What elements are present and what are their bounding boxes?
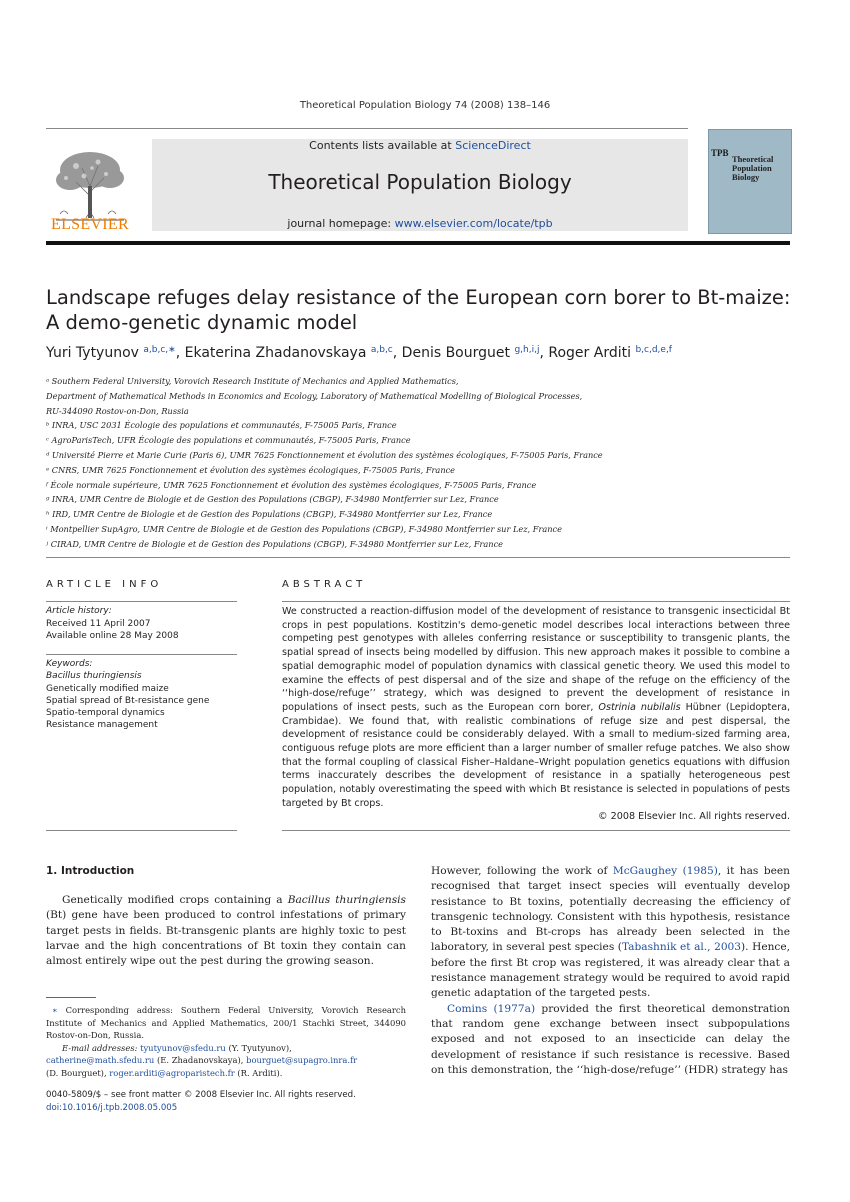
title-line-2: A demo-genetic dynamic model bbox=[46, 311, 358, 334]
section-heading-introduction: 1. Introduction bbox=[46, 865, 135, 877]
email-owner: (D. Bourguet), bbox=[46, 1067, 110, 1078]
homepage-prefix: journal homepage: bbox=[287, 217, 392, 230]
sciencedirect-link[interactable]: ScienceDirect bbox=[455, 139, 531, 152]
email-owner: (R. Arditi). bbox=[234, 1067, 283, 1078]
footnote-marker[interactable]: ∗ bbox=[52, 1005, 58, 1015]
abstract-text bbox=[282, 605, 790, 811]
keyword: Bacillus thuringiensis bbox=[46, 671, 142, 682]
email-footnote-cont bbox=[46, 1067, 406, 1080]
citation-link[interactable]: Comins (1977a) bbox=[447, 1002, 536, 1015]
affiliation-line: ʲ CIRAD, UMR Centre de Biologie et de Gestion des Populations (CBGP), F-34980 Montferrier sur Lez, France bbox=[46, 538, 504, 549]
footnotes bbox=[46, 1004, 406, 1079]
affiliation-line: Department of Mathematical Methods in Economics and Ecology, Laboratory of Mathematical Modelling of Biological Processes, bbox=[46, 390, 583, 401]
author-name: Denis Bourguet bbox=[401, 345, 510, 361]
keywords bbox=[46, 658, 237, 732]
affiliation-line: ʰ IRD, UMR Centre de Biologie et de Gestion des Populations (CBGP), F-34980 Montferrier sur Lez, France bbox=[46, 509, 493, 520]
author-affiliation-marks[interactable]: a,b,c,∗ bbox=[143, 345, 176, 355]
keyword: Spatio-temporal dynamics bbox=[46, 708, 165, 719]
contents-prefix: Contents lists available at bbox=[309, 139, 452, 152]
affiliation-line: ᵇ INRA, USC 2031 Écologie des populations et communautés, F-75005 Paris, France bbox=[46, 420, 397, 431]
abstract-species: Ostrinia nubilalis bbox=[598, 701, 681, 713]
homepage-line bbox=[152, 217, 688, 230]
keyword: Spatial spread of Bt-resistance gene bbox=[46, 695, 210, 706]
body-text: , it has been recognised that target insect species will eventually develop resistance to Bt toxins, potentially decreasing the efficiency of transgenic technology. Consistent with this hypothesis, resistance to Bt-toxins and Bt-crops has already been selected in the laboratory, in several pest species ( bbox=[431, 865, 790, 954]
header-top-rule bbox=[46, 128, 688, 129]
author-list bbox=[46, 345, 806, 361]
email-link[interactable]: bourguet@supagro.inra.fr bbox=[246, 1055, 358, 1065]
body-text: provided the first theoretical demonstration that random gene exchange between insect subpopulations exposed and not exposed to an insecticide can delay the development of resistance if such resistance is recessive. Based on this demonstration, the ‘‘high-dose/refuge’’ (HDR) strategy has bbox=[431, 1002, 790, 1076]
running-head: Theoretical Population Biology 74 (2008) 138–146 bbox=[299, 100, 551, 111]
intro-species: Bacillus thuringiensis bbox=[287, 894, 406, 906]
article-info-rule bbox=[46, 601, 237, 602]
author-name: Roger Arditi bbox=[548, 345, 631, 361]
abstract-heading: ABSTRACT bbox=[282, 579, 367, 590]
email-footnote-cont bbox=[46, 1054, 406, 1067]
author-affiliation-marks[interactable]: b,c,d,e,f bbox=[635, 345, 672, 355]
homepage-link[interactable]: www.elsevier.com/locate/tpb bbox=[394, 217, 553, 230]
affiliation-line: ⁱ Montpellier SupAgro, UMR Centre de Biologie et de Gestion des Populations (CBGP), F-34980 Montferrier sur Lez, France bbox=[46, 523, 562, 534]
keyword: Genetically modified maize bbox=[46, 683, 169, 694]
intro-paragraph bbox=[46, 893, 406, 969]
body-text: However, following the work of bbox=[431, 865, 608, 877]
affiliation-line: ᵍ INRA, UMR Centre de Biologie et de Gestion des Populations (CBGP), F-34980 Montferrier sur Lez, France bbox=[46, 494, 499, 505]
affiliation-line: ᵉ CNRS, UMR 7625 Fonctionnement et évolution des systèmes écologiques, F-75005 Paris, France bbox=[46, 464, 456, 475]
title-line-1: Landscape refuges delay resistance of the European corn borer to Bt-maize: bbox=[46, 286, 791, 309]
intro-text: Genetically modified crops containing a bbox=[62, 894, 283, 906]
author-name: Yuri Tytyunov bbox=[46, 345, 139, 361]
affiliation-list bbox=[46, 374, 806, 552]
header-bottom-rule bbox=[46, 241, 790, 245]
abstract-bottom-rule bbox=[282, 830, 790, 831]
citation-link[interactable]: Tabashnik et al., 2003 bbox=[621, 941, 742, 954]
front-matter bbox=[46, 1089, 406, 1115]
keyword: Resistance management bbox=[46, 720, 158, 731]
right-paragraph-1 bbox=[431, 864, 790, 1002]
abstract-copyright: © 2008 Elsevier Inc. All rights reserved. bbox=[598, 811, 790, 822]
affiliation-line: ᶜ AgroParisTech, UFR Écologie des populations et communautés, F-75005 Paris, France bbox=[46, 435, 411, 446]
email-owner: (E. Zhadanovskaya), bbox=[154, 1055, 247, 1065]
email-owner: (Y. Tyutyunov), bbox=[225, 1042, 292, 1053]
right-paragraph-2 bbox=[431, 1002, 790, 1078]
email-link[interactable]: roger.arditi@agroparistech.fr bbox=[109, 1067, 235, 1078]
affiliation-line: ᶠ École normale supérieure, UMR 7625 Fonctionnement et évolution des systèmes écologiques, F-75005 Paris, France bbox=[46, 479, 537, 490]
email-link[interactable]: catherine@math.sfedu.ru bbox=[46, 1055, 155, 1065]
article-info-bottom-rule bbox=[46, 830, 237, 831]
elsevier-wordmark: ELSEVIER bbox=[51, 216, 129, 233]
footnote-text: Corresponding address: Southern Federal University, Vorovich Research Institute of Mechanics and Applied Mathematics, 200/1 Stachki Street, 344090 Rostov-on-Don, Russia. bbox=[46, 1005, 406, 1040]
abstract-top-rule bbox=[282, 601, 790, 602]
affiliation-line: RU-344090 Rostov-on-Don, Russia bbox=[46, 405, 189, 416]
email-footnote bbox=[46, 1042, 406, 1055]
doi-link[interactable]: doi:10.1016/j.tpb.2008.05.005 bbox=[46, 1102, 178, 1113]
journal-title: Theoretical Population Biology bbox=[268, 170, 572, 194]
keywords-label: Keywords: bbox=[46, 659, 93, 669]
right-column bbox=[431, 864, 790, 1078]
article-info-heading: ARTICLE INFO bbox=[46, 579, 163, 590]
history-label: Article history: bbox=[46, 606, 112, 616]
abstract-part-1: We constructed a reaction-diffusion model of the development of resistance to transgenic insecticidal Bt crops in pest populations. Kostitzin's demo-genetic model describes local interactions between three competing pest genotypes with alleles conferring resistance or susceptibility to transgenic plants, the spatial spread of insects being modelled by diffusion. This new approach makes it possible to combine a spatial demographic model of population dynamics with classical genetic theory. We used this model to examine the effects of pest dispersal and of the size and shape of the refuge on the efficiency of the ‘‘high-dose/refuge’’ strategy, which was designed to prevent the development of resistance in populations of insect pests, such as the European corn borer, bbox=[282, 606, 790, 713]
keywords-rule bbox=[46, 654, 237, 655]
affiliation-rule bbox=[46, 557, 790, 558]
author-affiliation-marks[interactable]: g,h,i,j bbox=[514, 345, 540, 355]
cover-abbrev: TPB bbox=[711, 148, 729, 158]
body-text: ). Hence, before the first Bt crop was registered, it was already clear that a resistance management strategy would be required to avoid rapid genetic adaptation of the targeted pests. bbox=[431, 941, 790, 1000]
author-name: Ekaterina Zhadanovskaya bbox=[184, 345, 367, 361]
affiliation-line: ᵃ Southern Federal University, Vorovich Research Institute of Mechanics and Applied Mathematics, bbox=[46, 376, 459, 386]
citation-link[interactable]: McGaughey (1985) bbox=[612, 865, 718, 877]
author-separator: , bbox=[175, 345, 185, 361]
cover-title: Theoretical Population Biology bbox=[732, 154, 774, 182]
author-separator: , bbox=[392, 345, 402, 361]
author-separator: , bbox=[539, 345, 549, 361]
corresponding-footnote bbox=[46, 1004, 406, 1042]
contents-line bbox=[152, 139, 688, 152]
affiliation-line: ᵈ Université Pierre et Marie Curie (Paris 6), UMR 7625 Fonctionnement et évolution des systèmes écologiques, F-75005 Paris, France bbox=[46, 449, 603, 460]
article-title bbox=[46, 285, 806, 335]
received-date: Received 11 April 2007 bbox=[46, 618, 151, 629]
author-affiliation-marks[interactable]: a,b,c bbox=[370, 345, 393, 355]
article-history bbox=[46, 605, 237, 643]
available-date: Available online 28 May 2008 bbox=[46, 631, 179, 641]
footnote-rule bbox=[46, 997, 96, 998]
abstract-part-2: Hübner (Lepidoptera, Crambidae). We found that, with realistic combinations of refuge size and pest dispersal, the development of resistance could be considerably delayed. With a small to medium-sized farming area, contiguous refuge plots are more efficient than a larger number of smaller refuge patches. We also show that the formal coupling of classical Fisher–Haldane–Wright population genetics equations with diffusion terms inaccurately describes the development of resistance in a spatially heterogeneous pest population, notably overestimating the speed with which Bt resistance is selected in populations of pests targeted by Bt crops. bbox=[282, 701, 790, 809]
email-label: E-mail addresses: bbox=[62, 1042, 138, 1053]
issn-line: 0040-5809/$ – see front matter © 2008 Elsevier Inc. All rights reserved. bbox=[46, 1090, 356, 1100]
intro-text: (Bt) gene have been produced to control infestations of primary target pests in fields. Bt-transgenic plants are highly toxic to pest larvae and the high concentrations of Bt toxin they contain can almost entirely wipe out the pest during the growing season. bbox=[46, 909, 406, 968]
email-link[interactable]: tyutyunov@sfedu.ru bbox=[140, 1042, 226, 1053]
